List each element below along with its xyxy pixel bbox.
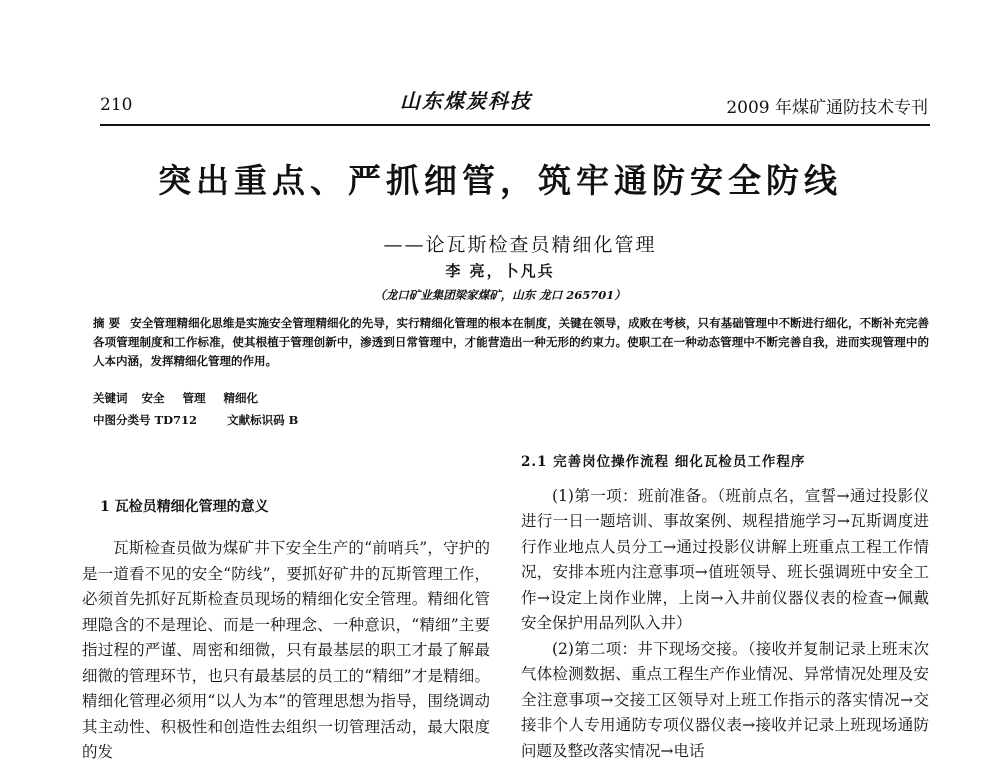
affiliation: （龙口矿业集团梁家煤矿，山东 龙口 265701）	[374, 288, 626, 302]
section-heading: 1 瓦检员精细化管理的意义	[100, 499, 269, 515]
article-subtitle: ——论瓦斯检查员精细化管理	[383, 234, 657, 256]
body-paragraph: (2)第二项：井下现场交接。（接收并复制记录上班末次气体检测数据、重点工程生产作业情况、异常情况处理及安全注意事项→交接工区领导对上班工作指示的落实情况→交接非个人专用通防专项仪器仪表→接收并记录上班现场通防问题及整改落实情况→电话	[521, 639, 929, 760]
keyword: 安全	[141, 391, 165, 405]
header-divider	[100, 124, 930, 126]
keyword: 精细化	[223, 391, 259, 405]
clc-label: 中图分类号	[93, 413, 151, 427]
keyword: 管理	[182, 391, 206, 405]
clc-value: TD712	[154, 413, 198, 427]
classification-line	[93, 412, 298, 428]
left-column	[82, 536, 490, 766]
abstract	[93, 314, 929, 371]
authors: 李 亮，卜凡兵	[445, 262, 555, 280]
subsection-heading: 2.1 完善岗位操作流程 细化瓦检员工作程序	[521, 454, 806, 470]
doc-code-value: B	[288, 413, 299, 427]
body-paragraph: (1)第一项：班前准备。（班前点名，宣誓→通过投影仪进行一日一题培训、事故案例、规程措施学习→瓦斯调度进行作业地点人员分工→通过投影仪讲解上班重点工程工作情况，安排本班内注意事项→值班领导、班长强调班中安全工作→设定上岗作业牌，上岗→入井前仪器仪表的检查→佩戴安全保护用品列队入井）	[521, 486, 929, 632]
keywords-label: 关键词	[93, 391, 128, 405]
issue-label: 2009 年煤矿通防技术专刊	[726, 98, 928, 118]
abstract-label: 摘 要	[93, 316, 121, 330]
right-column	[521, 450, 929, 764]
journal-name-logo: 山东煤炭科技	[400, 89, 532, 113]
keywords	[93, 390, 272, 406]
article-title: 突出重点、严抓细管，筑牢通防安全防线	[158, 161, 842, 200]
page-number: 210	[100, 95, 133, 115]
abstract-text: 安全管理精细化思维是实施安全管理精细化的先导，实行精细化管理的根本在制度，关键在领导，成败在考核，只有基础管理中不断进行细化，不断补充完善各项管理制度和工作标准，使其根植于管理创新中，渗透到日常管理中，才能营造出一种无形的约束力。使职工在一种动态管理中不断完善自我，进而实现管理中的人本内涵，发挥精细化管理的作用。	[93, 316, 929, 368]
body-paragraph: 瓦斯检查员做为煤矿井下安全生产的“前哨兵”，守护的是一道看不见的安全“防线”，要抓好矿井的瓦斯管理工作，必须首先抓好瓦斯检查员现场的精细化安全管理。精细化管理隐含的不是理论、而是一种理念、一种意识，“精细”主要指过程的严谨、周密和细微，只有最基层的职工才最了解最细微的管理环节，也只有最基层的员工的“精细”才是精细。精细化管理必须用“以人为本”的管理思想为指导，围绕调动其主动性、积极性和创造性去组织一切管理活动，最大限度的发	[82, 539, 490, 761]
doc-code-label: 文献标识码	[227, 413, 285, 427]
